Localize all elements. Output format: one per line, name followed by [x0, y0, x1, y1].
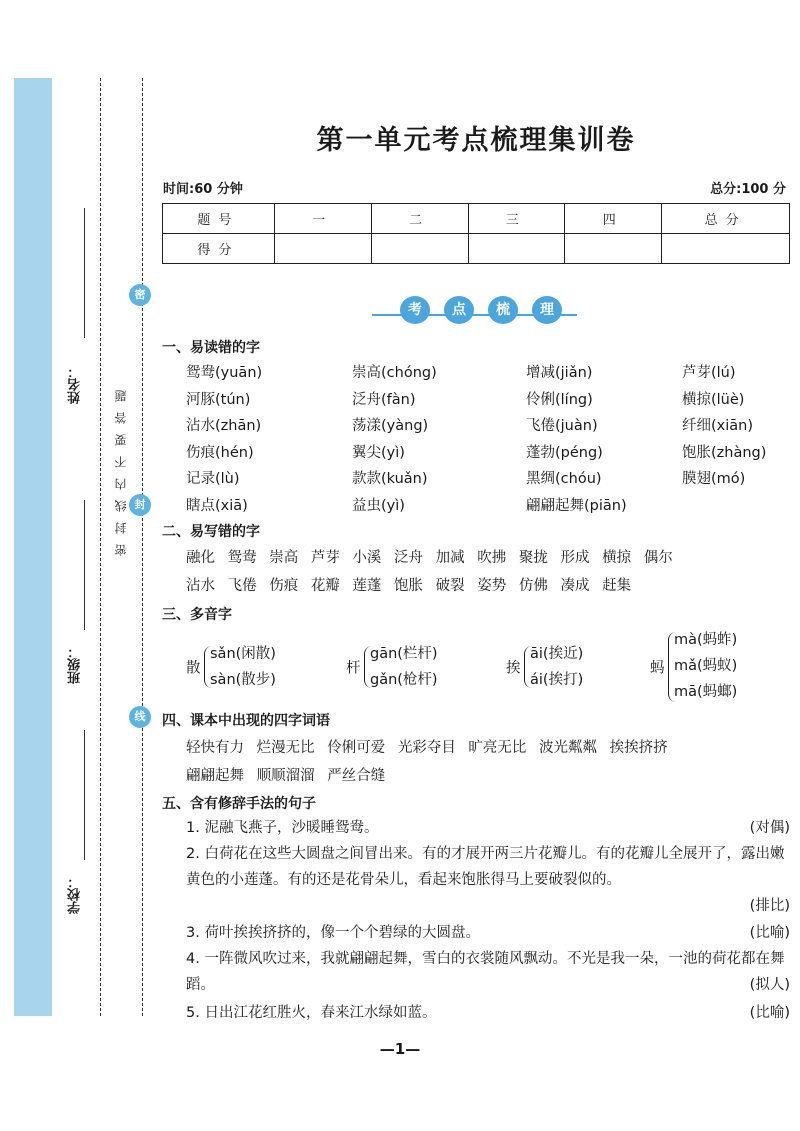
rhetoric-item: [186, 920, 790, 946]
rhetoric-text: 5. 日出江花红胜火，春来江水绿如蓝。: [186, 1005, 437, 1021]
polyphone-reading: ái(挨打): [530, 672, 584, 688]
easy-misread-word: 翩翩起舞(piān): [526, 497, 627, 514]
polyphone-char: 挨: [506, 660, 521, 677]
section-2-row-2: 沾水 飞倦 伤痕 花瓣 莲蓬 饱胀 破裂 姿势 仿佛 凑成 赶集: [186, 578, 632, 594]
score-cell: 一: [274, 204, 371, 234]
easy-misread-word: 鸳鸯(yuān): [186, 365, 263, 381]
score-blank[interactable]: [371, 234, 468, 264]
polyphone-char: 杆: [346, 660, 361, 677]
section-4-row-2: 翩翩起舞 顺顺溜溜 严丝合缝: [186, 768, 386, 784]
easy-misread-word: 记录(lù): [186, 471, 240, 487]
easy-misread-word: 膜翅(mó): [682, 471, 746, 487]
easy-misread-word: 黑绸(chóu): [526, 471, 602, 487]
polyphone-group: [650, 628, 790, 706]
school-label: 学校：: [68, 875, 83, 914]
score-cell: 题号: [163, 204, 275, 234]
class-label: 班级：: [68, 645, 83, 684]
polyphone-group: [506, 642, 636, 692]
section-4-row-1: 轻快有力 烂漫无比 伶俐可爱 光彩夺目 旷亮无比 波光粼粼 挨挨挤挤: [186, 740, 668, 756]
rhetoric-item: [186, 1000, 790, 1026]
easy-misread-word: 饱胀(zhàng): [682, 444, 767, 461]
seal-xian-circle: 线: [129, 706, 151, 728]
page-title: 第一单元考点梳理集训卷: [316, 125, 636, 156]
polyphone-reading: sǎn(闲散): [210, 646, 276, 662]
polyphone-char: 散: [186, 660, 201, 677]
school-blank-line: [84, 730, 85, 860]
polyphone-reading: sàn(散步): [210, 672, 276, 688]
banner-char: 理: [532, 296, 562, 324]
seal-mi-circle: 密: [129, 284, 151, 306]
score-blank[interactable]: [468, 234, 565, 264]
score-table-input-row: [163, 234, 790, 264]
easy-misread-word: 崇高(chóng): [352, 365, 437, 381]
easy-misread-word: 蓬勃(péng): [526, 444, 603, 461]
name-label: 姓名：: [68, 365, 83, 404]
banner-char: 考: [400, 296, 430, 324]
easy-misread-word: 沾水(zhān): [186, 418, 262, 434]
score-cell: 二: [371, 204, 468, 234]
rhetoric-tag: (拟人): [749, 977, 790, 993]
score-blank[interactable]: [565, 234, 662, 264]
score-blank[interactable]: [274, 234, 371, 264]
rhetoric-tag: (比喻): [749, 925, 790, 941]
easy-misread-word: 河豚(tún): [186, 391, 251, 408]
score-cell: 四: [565, 204, 662, 234]
easy-misread-word: 横掠(lüè): [682, 391, 745, 408]
score-table: [162, 203, 790, 264]
rhetoric-tag: (对偶): [749, 820, 790, 836]
banner-char: 梳: [488, 296, 518, 324]
polyphone-reading: gān(栏杆): [370, 646, 438, 662]
section-4-title: 四、课本中出现的四字词语: [162, 713, 330, 729]
easy-misread-word: 伤痕(hén): [186, 444, 254, 461]
banner-char: 点: [444, 296, 474, 324]
cut-line-outer: [100, 78, 101, 1016]
polyphone-reading: mā(蚂螂): [674, 684, 738, 700]
section-5-title: 五、含有修辞手法的句子: [162, 796, 316, 812]
score-cell: 得分: [163, 234, 275, 264]
easy-misread-word: 款款(kuǎn): [352, 471, 428, 487]
easy-misread-word: 益虫(yì): [352, 497, 405, 514]
score-blank[interactable]: [662, 234, 790, 264]
easy-misread-word: 翼尖(yì): [352, 444, 405, 461]
rhetoric-tag: (排比): [749, 898, 790, 914]
easy-misread-word: 芦芽(lú): [682, 365, 736, 381]
seal-feng-circle: 封: [129, 494, 151, 516]
section-3-title: 三、多音字: [162, 607, 232, 623]
easy-misread-word: 瞎点(xiā): [186, 497, 248, 514]
polyphone-reading: āi(挨近): [530, 646, 584, 662]
easy-misread-word: 伶俐(líng): [526, 391, 593, 408]
polyphone-reading: gǎn(枪杆): [370, 672, 438, 688]
polyphone-char: 蚂: [650, 660, 665, 677]
rhetoric-item: [186, 815, 790, 841]
total-score: 总分:100 分: [710, 182, 786, 197]
polyphone-reading: mǎ(蚂蚁): [674, 658, 738, 674]
rhetoric-tag: (比喻): [749, 1005, 790, 1021]
easy-misread-word: 增减(jiǎn): [526, 365, 593, 381]
polyphone-reading: mà(蚂蚱): [674, 632, 738, 648]
section-2-title: 二、易写错的字: [162, 524, 260, 540]
easy-misread-word: 泛舟(fàn): [352, 391, 416, 408]
section-2-row-1: 融化 鸳鸯 崇高 芦芽 小溪 泛舟 加减 吹拂 聚拢 形成 横掠 偶尔: [186, 550, 673, 566]
cut-line-inner: [142, 78, 143, 1016]
rhetoric-item: [186, 841, 790, 914]
score-table-header-row: [163, 204, 790, 234]
time-limit: 时间:60 分钟: [163, 182, 243, 197]
seal-note: 密封线内不要答题: [114, 380, 128, 556]
score-cell: 总分: [662, 204, 790, 234]
easy-misread-word: 纤细(xiān): [682, 418, 753, 434]
rhetoric-text: 3. 荷叶挨挨挤挤的，像一个个碧绿的大圆盘。: [186, 925, 480, 941]
section-1-title: 一、易读错的字: [162, 340, 260, 356]
class-blank-line: [84, 500, 85, 630]
score-cell: 三: [468, 204, 565, 234]
easy-misread-word: 荡漾(yàng): [352, 418, 429, 434]
rhetoric-text: 1. 泥融飞燕子，沙暖睡鸳鸯。: [186, 820, 379, 836]
rhetoric-item: [186, 946, 790, 998]
easy-misread-word: 飞倦(juàn): [526, 418, 598, 434]
binding-strip: [14, 78, 52, 1016]
rhetoric-text: 2. 白荷花在这些大圆盘之间冒出来。有的才展开两三片花瓣儿。有的花瓣儿全展开了，露出嫩黄色的小莲蓬。有的还是花骨朵儿，看起来饱胀得马上要破裂似的。: [186, 846, 785, 888]
polyphone-group: [186, 642, 316, 692]
rhetoric-text: 4. 一阵微风吹过来，我就翩翩起舞，雪白的衣裳随风飘动。不光是我一朵，一池的荷花都在舞蹈。: [186, 951, 785, 993]
polyphone-group: [346, 642, 476, 692]
section-banner: [372, 296, 577, 326]
name-blank-line: [84, 208, 85, 338]
page-number: —1—: [379, 1040, 421, 1058]
